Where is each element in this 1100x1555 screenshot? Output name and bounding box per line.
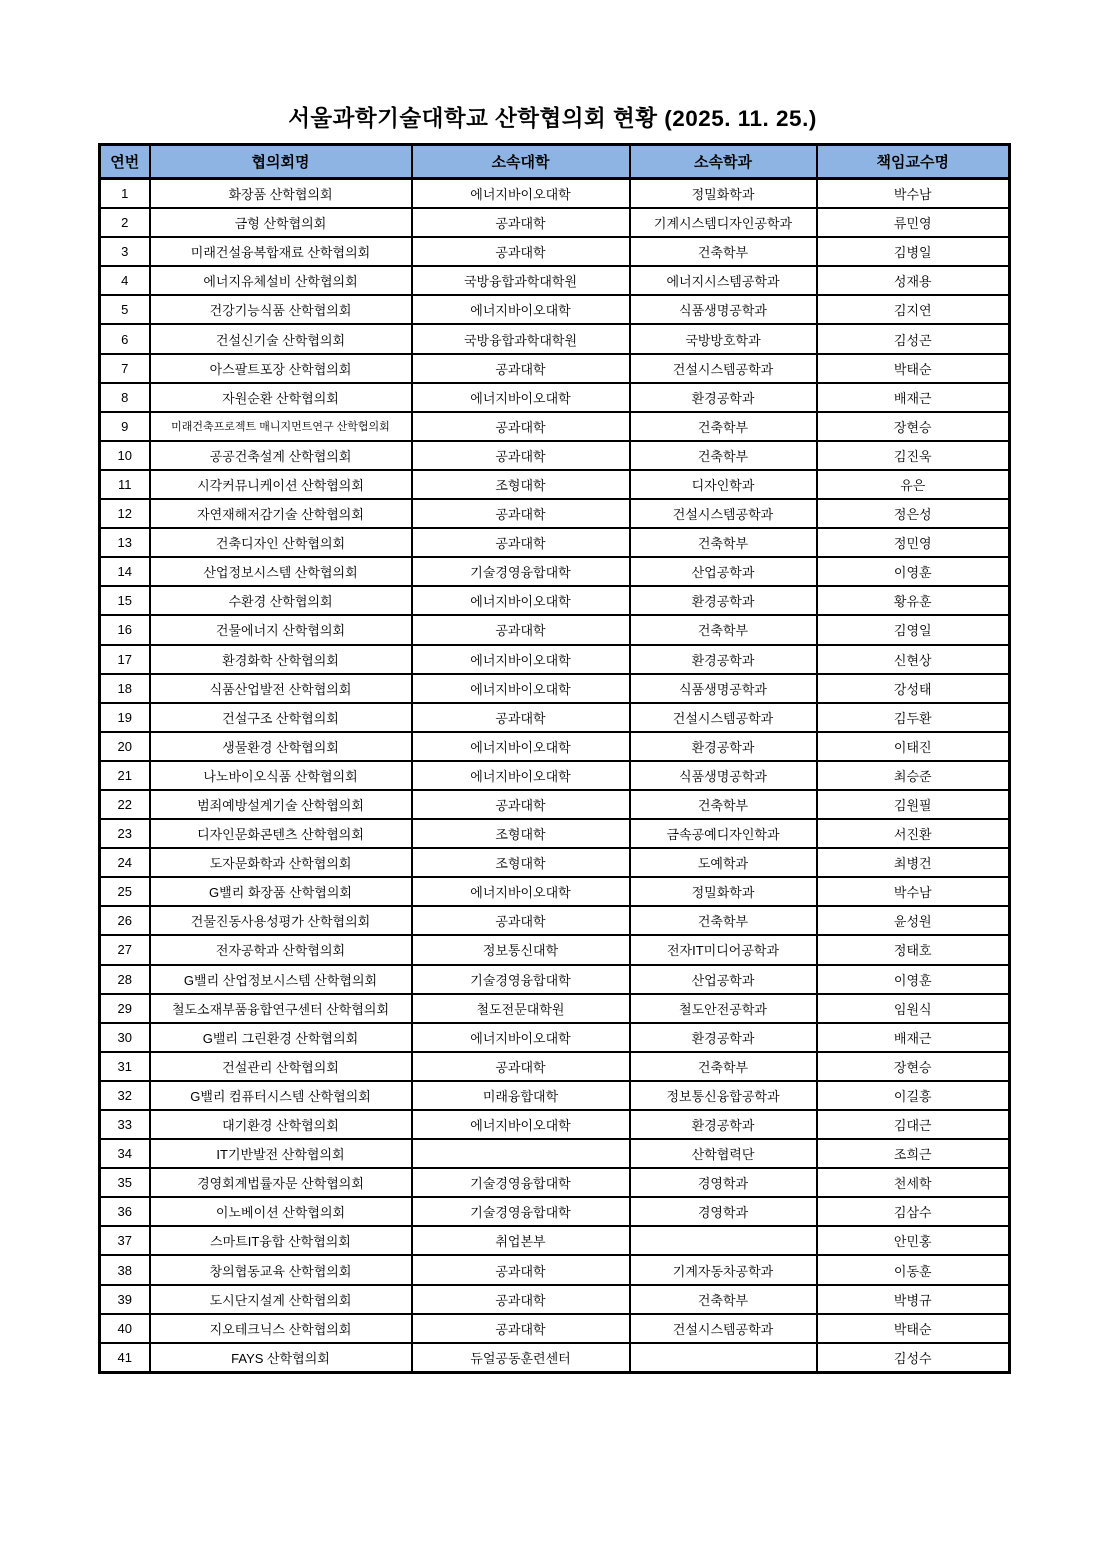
cell-college: 공과대학 <box>412 615 630 644</box>
cell-council: 아스팔트포장 산학협의회 <box>150 354 412 383</box>
cell-council: 에너지유체설비 산학협의회 <box>150 266 412 295</box>
table-row <box>100 877 1010 906</box>
cell-college: 에너지바이오대학 <box>412 732 630 761</box>
cell-professor: 최승준 <box>817 761 1010 790</box>
cell-college: 정보통신대학 <box>412 935 630 964</box>
table-row <box>100 499 1010 528</box>
cell-no: 10 <box>100 441 150 470</box>
cell-department: 에너지시스템공학과 <box>630 266 817 295</box>
table-row <box>100 819 1010 848</box>
table-row <box>100 615 1010 644</box>
cell-council: 미래건설융복합재료 산학협의회 <box>150 237 412 266</box>
cell-council: 디자인문화콘텐츠 산학협의회 <box>150 819 412 848</box>
table-row <box>100 354 1010 383</box>
cell-professor: 조희근 <box>817 1139 1010 1168</box>
cell-department: 건설시스템공학과 <box>630 703 817 732</box>
table-row <box>100 557 1010 586</box>
cell-professor: 배재근 <box>817 1023 1010 1052</box>
cell-professor: 유은 <box>817 470 1010 499</box>
cell-professor: 김영일 <box>817 615 1010 644</box>
cell-professor: 김원필 <box>817 790 1010 819</box>
cell-professor: 배재근 <box>817 383 1010 412</box>
table-row <box>100 470 1010 499</box>
cell-college: 에너지바이오대학 <box>412 645 630 674</box>
cell-no: 15 <box>100 586 150 615</box>
cell-no: 32 <box>100 1081 150 1110</box>
cell-council: 시각커뮤니케이션 산학협의회 <box>150 470 412 499</box>
cell-no: 8 <box>100 383 150 412</box>
cell-department: 식품생명공학과 <box>630 295 817 324</box>
table-row <box>100 237 1010 266</box>
cell-professor: 박태순 <box>817 1314 1010 1343</box>
column-header-no: 연번 <box>100 145 150 179</box>
cell-no: 33 <box>100 1110 150 1139</box>
cell-department: 정밀화학과 <box>630 877 817 906</box>
cell-department: 환경공학과 <box>630 645 817 674</box>
table-row <box>100 1168 1010 1197</box>
cell-council: IT기반발전 산학협의회 <box>150 1139 412 1168</box>
cell-college: 공과대학 <box>412 441 630 470</box>
table-row <box>100 935 1010 964</box>
cell-professor: 임원식 <box>817 994 1010 1023</box>
cell-department: 경영학과 <box>630 1197 817 1226</box>
cell-department: 기계자동차공학과 <box>630 1255 817 1284</box>
cell-council: 생물환경 산학협의회 <box>150 732 412 761</box>
cell-no: 30 <box>100 1023 150 1052</box>
cell-department: 산학협력단 <box>630 1139 817 1168</box>
cell-department: 건축학부 <box>630 412 817 441</box>
cell-no: 40 <box>100 1314 150 1343</box>
cell-council: 도시단지설계 산학협의회 <box>150 1285 412 1314</box>
cell-council: 자연재해저감기술 산학협의회 <box>150 499 412 528</box>
table-row <box>100 412 1010 441</box>
cell-department: 건설시스템공학과 <box>630 1314 817 1343</box>
cell-council: 범죄예방설계기술 산학협의회 <box>150 790 412 819</box>
cell-college: 에너지바이오대학 <box>412 761 630 790</box>
table-row <box>100 324 1010 353</box>
cell-department: 건축학부 <box>630 615 817 644</box>
cell-department: 전자IT미디어공학과 <box>630 935 817 964</box>
cell-department: 건설시스템공학과 <box>630 354 817 383</box>
cell-no: 21 <box>100 761 150 790</box>
cell-no: 4 <box>100 266 150 295</box>
cell-professor: 박수남 <box>817 877 1010 906</box>
cell-department: 건축학부 <box>630 1052 817 1081</box>
cell-department: 기계시스템디자인공학과 <box>630 208 817 237</box>
cell-council: 전자공학과 산학협의회 <box>150 935 412 964</box>
cell-council: G밸리 화장품 산학협의회 <box>150 877 412 906</box>
cell-council: 나노바이오식품 산학협의회 <box>150 761 412 790</box>
cell-department: 건축학부 <box>630 528 817 557</box>
cell-professor: 천세학 <box>817 1168 1010 1197</box>
cell-professor: 박태순 <box>817 354 1010 383</box>
cell-professor: 윤성원 <box>817 906 1010 935</box>
table-row <box>100 906 1010 935</box>
cell-department: 건축학부 <box>630 906 817 935</box>
cell-department: 철도안전공학과 <box>630 994 817 1023</box>
cell-council: G밸리 산업정보시스템 산학협의회 <box>150 965 412 994</box>
cell-no: 27 <box>100 935 150 964</box>
cell-department: 환경공학과 <box>630 1110 817 1139</box>
cell-professor: 최병건 <box>817 848 1010 877</box>
cell-college: 공과대학 <box>412 790 630 819</box>
cell-college: 공과대학 <box>412 1314 630 1343</box>
cell-college: 듀얼공동훈련센터 <box>412 1343 630 1373</box>
table-row <box>100 761 1010 790</box>
cell-no: 34 <box>100 1139 150 1168</box>
table-row <box>100 528 1010 557</box>
cell-department <box>630 1226 817 1255</box>
page-title: 서울과학기술대학교 산학협의회 현황 (2025. 11. 25.) <box>288 106 817 131</box>
cell-department: 환경공학과 <box>630 383 817 412</box>
table-row <box>100 383 1010 412</box>
table-row <box>100 1139 1010 1168</box>
cell-no: 18 <box>100 674 150 703</box>
table-row <box>100 1314 1010 1343</box>
table-row <box>100 674 1010 703</box>
table-row <box>100 848 1010 877</box>
cell-professor: 류민영 <box>817 208 1010 237</box>
cell-college: 조형대학 <box>412 470 630 499</box>
column-header-council: 협의회명 <box>150 145 412 179</box>
column-header-college: 소속대학 <box>412 145 630 179</box>
cell-professor: 김두환 <box>817 703 1010 732</box>
cell-no: 20 <box>100 732 150 761</box>
table-row <box>100 703 1010 732</box>
cell-professor: 서진환 <box>817 819 1010 848</box>
cell-council: 환경화학 산학협의회 <box>150 645 412 674</box>
cell-no: 37 <box>100 1226 150 1255</box>
cell-college: 공과대학 <box>412 703 630 732</box>
header-row <box>100 145 1010 179</box>
cell-department: 식품생명공학과 <box>630 674 817 703</box>
cell-council: 스마트IT융합 산학협의회 <box>150 1226 412 1255</box>
cell-college: 공과대학 <box>412 1255 630 1284</box>
table-row <box>100 994 1010 1023</box>
table-row <box>100 295 1010 324</box>
cell-no: 29 <box>100 994 150 1023</box>
table-row <box>100 1081 1010 1110</box>
cell-council: 미래건축프로젝트 매니지먼트연구 산학협의회 <box>150 412 412 441</box>
cell-department: 도예학과 <box>630 848 817 877</box>
table-row <box>100 645 1010 674</box>
cell-professor: 이동훈 <box>817 1255 1010 1284</box>
cell-no: 31 <box>100 1052 150 1081</box>
cell-department: 건축학부 <box>630 441 817 470</box>
cell-no: 36 <box>100 1197 150 1226</box>
cell-department: 건설시스템공학과 <box>630 499 817 528</box>
cell-no: 28 <box>100 965 150 994</box>
cell-college: 미래융합대학 <box>412 1081 630 1110</box>
cell-college: 에너지바이오대학 <box>412 1110 630 1139</box>
cell-no: 26 <box>100 906 150 935</box>
cell-college: 취업본부 <box>412 1226 630 1255</box>
cell-college: 공과대학 <box>412 354 630 383</box>
cell-professor: 김성수 <box>817 1343 1010 1373</box>
cell-college: 국방융합과학대학원 <box>412 266 630 295</box>
cell-college: 국방융합과학대학원 <box>412 324 630 353</box>
cell-department: 환경공학과 <box>630 1023 817 1052</box>
cell-no: 3 <box>100 237 150 266</box>
cell-department: 산업공학과 <box>630 557 817 586</box>
cell-council: 공공건축설계 산학협의회 <box>150 441 412 470</box>
table-row <box>100 1255 1010 1284</box>
cell-college: 공과대학 <box>412 528 630 557</box>
cell-professor: 이영훈 <box>817 557 1010 586</box>
cell-department: 금속공예디자인학과 <box>630 819 817 848</box>
cell-college: 공과대학 <box>412 499 630 528</box>
cell-no: 6 <box>100 324 150 353</box>
cell-professor: 김성곤 <box>817 324 1010 353</box>
cell-college: 에너지바이오대학 <box>412 383 630 412</box>
cell-council: G밸리 그린환경 산학협의회 <box>150 1023 412 1052</box>
cell-professor: 정은성 <box>817 499 1010 528</box>
cell-college: 기술경영융합대학 <box>412 965 630 994</box>
cell-professor: 김지연 <box>817 295 1010 324</box>
cell-council: 건강기능식품 산학협의회 <box>150 295 412 324</box>
cell-department: 식품생명공학과 <box>630 761 817 790</box>
cell-council: 건설신기술 산학협의회 <box>150 324 412 353</box>
cell-no: 9 <box>100 412 150 441</box>
cell-no: 5 <box>100 295 150 324</box>
cell-college: 공과대학 <box>412 208 630 237</box>
table-row <box>100 1197 1010 1226</box>
table-row <box>100 266 1010 295</box>
cell-professor: 김병일 <box>817 237 1010 266</box>
table-row <box>100 1052 1010 1081</box>
cell-council: 수환경 산학협의회 <box>150 586 412 615</box>
cell-college <box>412 1139 630 1168</box>
table-row <box>100 1023 1010 1052</box>
cell-no: 38 <box>100 1255 150 1284</box>
cell-professor: 박병규 <box>817 1285 1010 1314</box>
cell-council: 경영회계법률자문 산학협의회 <box>150 1168 412 1197</box>
cell-professor: 정민영 <box>817 528 1010 557</box>
cell-college: 공과대학 <box>412 1052 630 1081</box>
cell-council: 산업정보시스템 산학협의회 <box>150 557 412 586</box>
cell-no: 1 <box>100 179 150 209</box>
cell-no: 35 <box>100 1168 150 1197</box>
cell-no: 14 <box>100 557 150 586</box>
cell-council: 지오테크닉스 산학협의회 <box>150 1314 412 1343</box>
cell-department: 디자인학과 <box>630 470 817 499</box>
table-row <box>100 790 1010 819</box>
cell-no: 24 <box>100 848 150 877</box>
cell-professor: 이영훈 <box>817 965 1010 994</box>
cell-council: 금형 산학협의회 <box>150 208 412 237</box>
cell-department: 건축학부 <box>630 237 817 266</box>
cell-council: 철도소재부품융합연구센터 산학협의회 <box>150 994 412 1023</box>
table-row <box>100 208 1010 237</box>
cell-college: 에너지바이오대학 <box>412 1023 630 1052</box>
cell-department: 경영학과 <box>630 1168 817 1197</box>
cell-professor: 박수남 <box>817 179 1010 209</box>
cell-college: 기술경영융합대학 <box>412 1168 630 1197</box>
cell-professor: 신현상 <box>817 645 1010 674</box>
cell-college: 기술경영융합대학 <box>412 1197 630 1226</box>
cell-council: 화장품 산학협의회 <box>150 179 412 209</box>
cell-no: 11 <box>100 470 150 499</box>
table-row <box>100 441 1010 470</box>
cell-department: 국방방호학과 <box>630 324 817 353</box>
table-row <box>100 1226 1010 1255</box>
council-status-table <box>98 143 1011 1374</box>
table-body <box>100 179 1010 1373</box>
cell-professor: 황유훈 <box>817 586 1010 615</box>
cell-college: 공과대학 <box>412 412 630 441</box>
cell-department: 건축학부 <box>630 1285 817 1314</box>
cell-college: 기술경영융합대학 <box>412 557 630 586</box>
cell-council: 건설관리 산학협의회 <box>150 1052 412 1081</box>
cell-college: 에너지바이오대학 <box>412 674 630 703</box>
table-row <box>100 965 1010 994</box>
cell-department: 정보통신융합공학과 <box>630 1081 817 1110</box>
cell-college: 에너지바이오대학 <box>412 179 630 209</box>
column-header-professor: 책임교수명 <box>817 145 1010 179</box>
cell-council: 도자문화학과 산학협의회 <box>150 848 412 877</box>
cell-council: G밸리 컴퓨터시스템 산학협의회 <box>150 1081 412 1110</box>
cell-professor: 장현승 <box>817 1052 1010 1081</box>
cell-council: 자원순환 산학협의회 <box>150 383 412 412</box>
cell-professor: 안민홍 <box>817 1226 1010 1255</box>
table-row <box>100 1285 1010 1314</box>
cell-council: 대기환경 산학협의회 <box>150 1110 412 1139</box>
cell-no: 23 <box>100 819 150 848</box>
cell-professor: 김대근 <box>817 1110 1010 1139</box>
cell-college: 공과대학 <box>412 906 630 935</box>
cell-council: 식품산업발전 산학협의회 <box>150 674 412 703</box>
cell-no: 25 <box>100 877 150 906</box>
cell-college: 에너지바이오대학 <box>412 877 630 906</box>
cell-no: 41 <box>100 1343 150 1373</box>
cell-council: 건설구조 산학협의회 <box>150 703 412 732</box>
cell-no: 39 <box>100 1285 150 1314</box>
cell-no: 13 <box>100 528 150 557</box>
cell-professor: 이태진 <box>817 732 1010 761</box>
cell-professor: 김진욱 <box>817 441 1010 470</box>
cell-college: 조형대학 <box>412 848 630 877</box>
cell-council: 건물진동사용성평가 산학협의회 <box>150 906 412 935</box>
cell-no: 12 <box>100 499 150 528</box>
cell-college: 공과대학 <box>412 237 630 266</box>
cell-department: 환경공학과 <box>630 586 817 615</box>
cell-college: 공과대학 <box>412 1285 630 1314</box>
cell-council: 창의협동교육 산학협의회 <box>150 1255 412 1284</box>
cell-council: FAYS 산학협의회 <box>150 1343 412 1373</box>
cell-department: 건축학부 <box>630 790 817 819</box>
cell-professor: 김삼수 <box>817 1197 1010 1226</box>
cell-department: 산업공학과 <box>630 965 817 994</box>
cell-no: 16 <box>100 615 150 644</box>
cell-department: 환경공학과 <box>630 732 817 761</box>
cell-council: 이노베이션 산학협의회 <box>150 1197 412 1226</box>
cell-professor: 강성태 <box>817 674 1010 703</box>
cell-college: 에너지바이오대학 <box>412 586 630 615</box>
table-row <box>100 732 1010 761</box>
table-row <box>100 1110 1010 1139</box>
cell-college: 조형대학 <box>412 819 630 848</box>
column-header-department: 소속학과 <box>630 145 817 179</box>
cell-no: 7 <box>100 354 150 383</box>
cell-no: 2 <box>100 208 150 237</box>
cell-college: 철도전문대학원 <box>412 994 630 1023</box>
table-row <box>100 1343 1010 1373</box>
cell-professor: 정태호 <box>817 935 1010 964</box>
cell-department <box>630 1343 817 1373</box>
cell-professor: 성재용 <box>817 266 1010 295</box>
cell-no: 22 <box>100 790 150 819</box>
cell-no: 17 <box>100 645 150 674</box>
table-row <box>100 179 1010 209</box>
cell-council: 건축디자인 산학협의회 <box>150 528 412 557</box>
table-row <box>100 586 1010 615</box>
cell-no: 19 <box>100 703 150 732</box>
cell-professor: 장현승 <box>817 412 1010 441</box>
cell-department: 정밀화학과 <box>630 179 817 209</box>
cell-college: 에너지바이오대학 <box>412 295 630 324</box>
cell-council: 건물에너지 산학협의회 <box>150 615 412 644</box>
cell-professor: 이길흥 <box>817 1081 1010 1110</box>
